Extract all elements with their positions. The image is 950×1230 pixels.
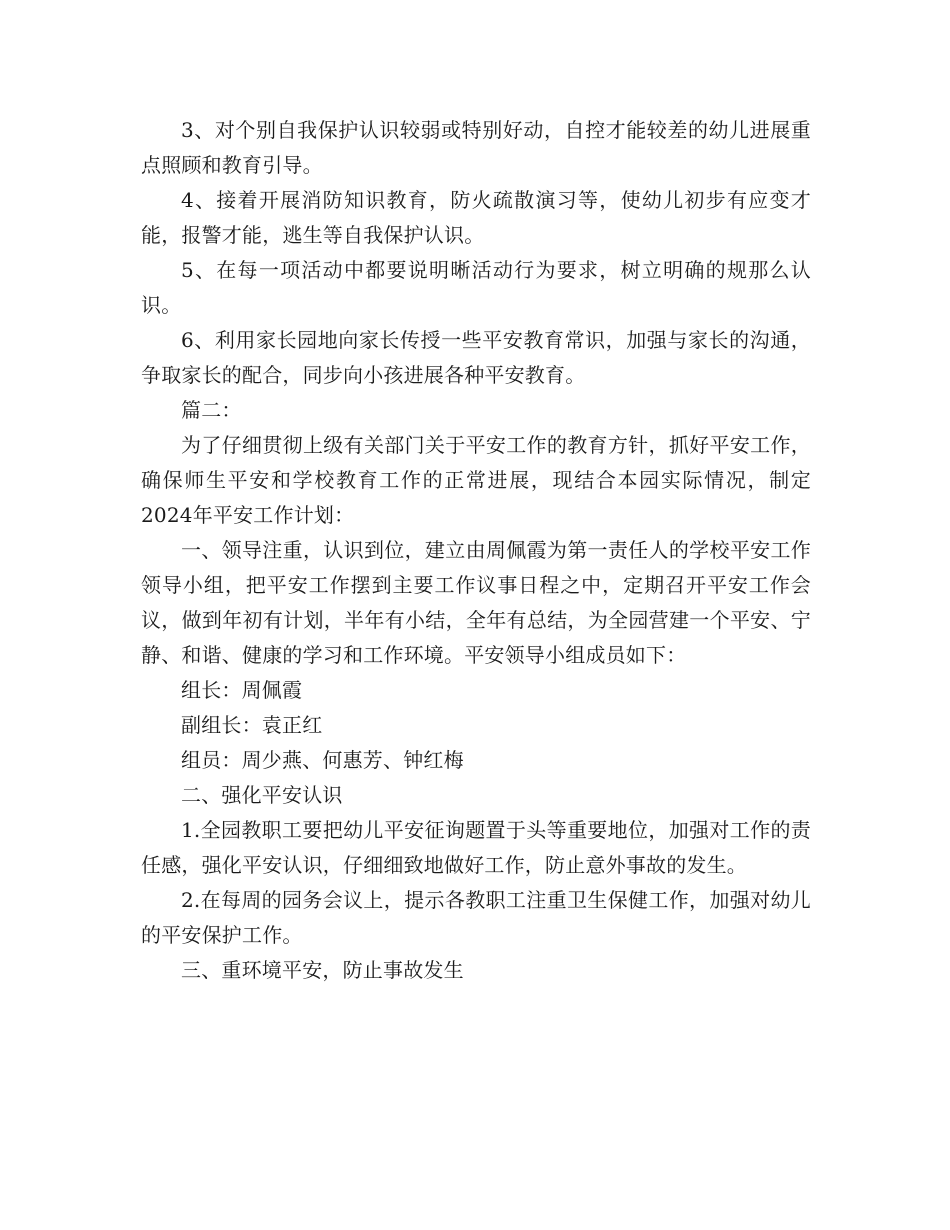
paragraph: 1.全园教职工要把幼儿平安征询题置于头等重要地位，加强对工作的责任感，强化平安认识，仔细细致地做好工作，防止意外事故的发生。 [141,818,811,877]
paragraph: 5、在每一项活动中都要说明晰活动行为要求，树立明确的规那么认识。 [141,258,811,317]
section-heading: 篇二： [181,398,242,422]
paragraph: 为了仔细贯彻上级有关部门关于平安工作的教育方针，抓好平安工作，确保师生平安和学校教育工作的正常进展，现结合本园实际情况，制定2024年平安工作计划： [141,433,811,527]
paragraph: 6、利用家长园地向家长传授一些平安教育常识，加强与家长的沟通，争取家长的配合，同步向小孩进展各种平安教育。 [141,328,811,387]
paragraph: 2.在每周的园务会议上，提示各教职工注重卫生保健工作，加强对幼儿的平安保护工作。 [141,888,811,947]
paragraph: 4、接着开展消防知识教育，防火疏散演习等，使幼儿初步有应变才能，报警才能，逃生等自我保护认识。 [141,188,811,247]
paragraph: 3、对个别自我保护认识较弱或特别好动，自控才能较差的幼儿进展重点照顾和教育引导。 [141,118,811,177]
member-line: 组员：周少燕、何惠芳、钟红梅 [181,748,464,772]
member-line: 副组长：袁正红 [181,713,323,737]
section-heading: 三、重环境平安，防止事故发生 [181,958,464,982]
section-heading: 二、强化平安认识 [181,783,343,807]
paragraph: 一、领导注重，认识到位，建立由周佩霞为第一责任人的学校平安工作领导小组，把平安工作摆到主要工作议事日程之中，定期召开平安工作会议，做到年初有计划，半年有小结，全年有总结，为全园营建一个平安、宁静、和谐、健康的学习和工作环境。平安领导小组成员如下： [141,538,811,667]
member-line: 组长：周佩霞 [181,678,303,702]
document-body [141,113,811,988]
